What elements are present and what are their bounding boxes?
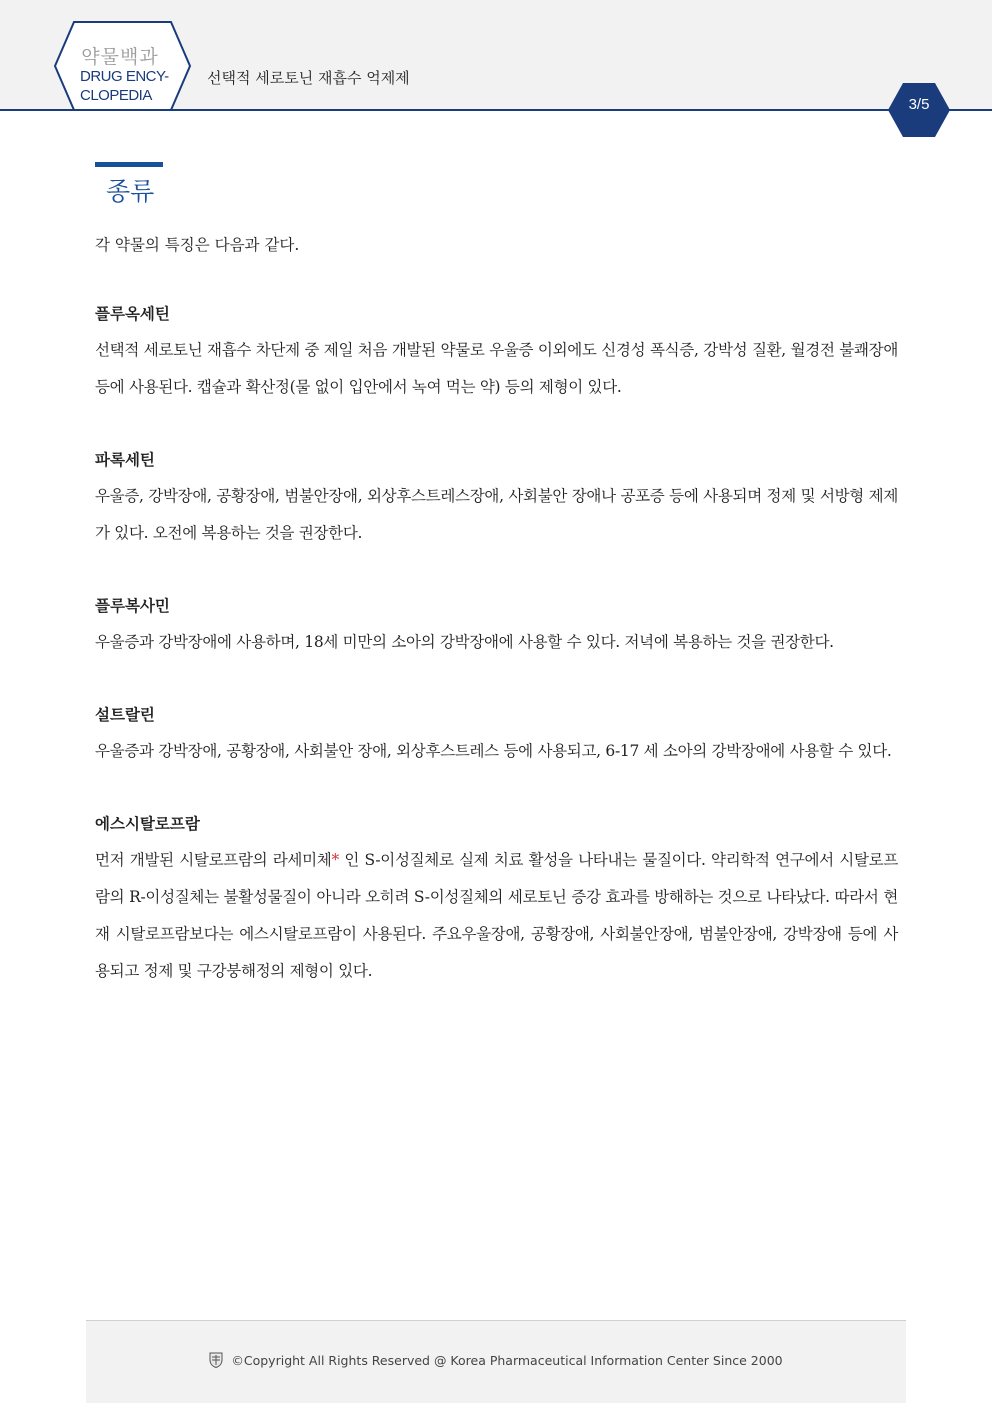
crest-icon bbox=[209, 1352, 223, 1371]
drug-name: 에스시탈로프람 bbox=[95, 815, 200, 833]
drug-entry-escitalopram bbox=[95, 812, 898, 990]
footer-content bbox=[86, 1352, 906, 1371]
footnote-asterisk[interactable]: * bbox=[331, 851, 339, 869]
page-header bbox=[0, 0, 992, 140]
logo-english-line1: DRUG ENCY- bbox=[80, 68, 169, 85]
desc-part-1: 먼저 개발된 시탈로프람의 라세미체 bbox=[95, 851, 332, 869]
main-content bbox=[95, 230, 898, 1032]
drug-description: 우울증, 강박장애, 공황장애, 범불안장애, 외상후스트레스장애, 사회불안 장애나 공포증 등에 사용되며 정제 및 서방형 제제가 있다. 오전에 복용하는 것을 권장한다. bbox=[95, 487, 898, 542]
drug-entry-fluvoxamine bbox=[95, 594, 898, 661]
logo-english-line2: CLOPEDIA bbox=[80, 87, 152, 104]
drug-entry-fluoxetine bbox=[95, 302, 898, 406]
logo-english bbox=[80, 67, 190, 105]
header-title: 선택적 세로토닌 재흡수 억제제 bbox=[207, 69, 410, 87]
drug-description: 우울증과 강박장애, 공황장애, 사회불안 장애, 외상후스트레스 등에 사용되고, 6-17 세 소아의 강박장애에 사용할 수 있다. bbox=[95, 742, 892, 760]
drug-description: 우울증과 강박장애에 사용하며, 18세 미만의 소아의 강박장애에 사용할 수 있다. 저녁에 복용하는 것을 권장한다. bbox=[95, 633, 834, 651]
drug-name: 파록세틴 bbox=[95, 451, 155, 469]
drug-description: 선택적 세로토닌 재흡수 차단제 중 제일 처음 개발된 약물로 우울증 이외에도 신경성 폭식증, 강박성 질환, 월경전 불쾌장애 등에 사용된다. 캡슐과 확산정(물 없이 입안에서 녹여 먹는 약) 등의 제형이 있다. bbox=[95, 341, 898, 396]
drug-description bbox=[95, 842, 898, 990]
drug-name: 설트랄린 bbox=[95, 706, 155, 724]
logo-korean: 약물백과 bbox=[81, 46, 159, 68]
drug-name: 플루복사민 bbox=[95, 597, 170, 615]
section-title: 종류 bbox=[106, 177, 155, 206]
intro-text: 각 약물의 특징은 다음과 같다. bbox=[95, 236, 300, 254]
drug-entry-sertraline bbox=[95, 703, 898, 770]
drug-name: 플루옥세틴 bbox=[95, 305, 170, 323]
section-title-bar bbox=[95, 162, 163, 167]
page-number: 3/5 bbox=[908, 96, 930, 113]
page-footer bbox=[86, 1320, 906, 1403]
drug-entry-paroxetine bbox=[95, 448, 898, 552]
copyright-text: ©Copyright All Rights Reserved @ Korea Pharmaceutical Information Center Since 2000 bbox=[231, 1353, 783, 1368]
desc-part-2: 인 S-이성질체로 실제 치료 활성을 나타내는 물질이다. 약리학적 연구에서 시탈로프람의 R-이성질체는 불활성물질이 아니라 오히려 S-이성질체의 세로토닌 증강 효과를 방해하는 것으로 나타났다. 따라서 현재 시탈로프람보다는 에스시탈로프람이 사용된다. 주요우울장애, 공황장애, 사회불안장애, 범불안장애, 강박장애 등에 사용되고 정제 및 구강붕해정의 제형이 있다. bbox=[95, 851, 898, 980]
